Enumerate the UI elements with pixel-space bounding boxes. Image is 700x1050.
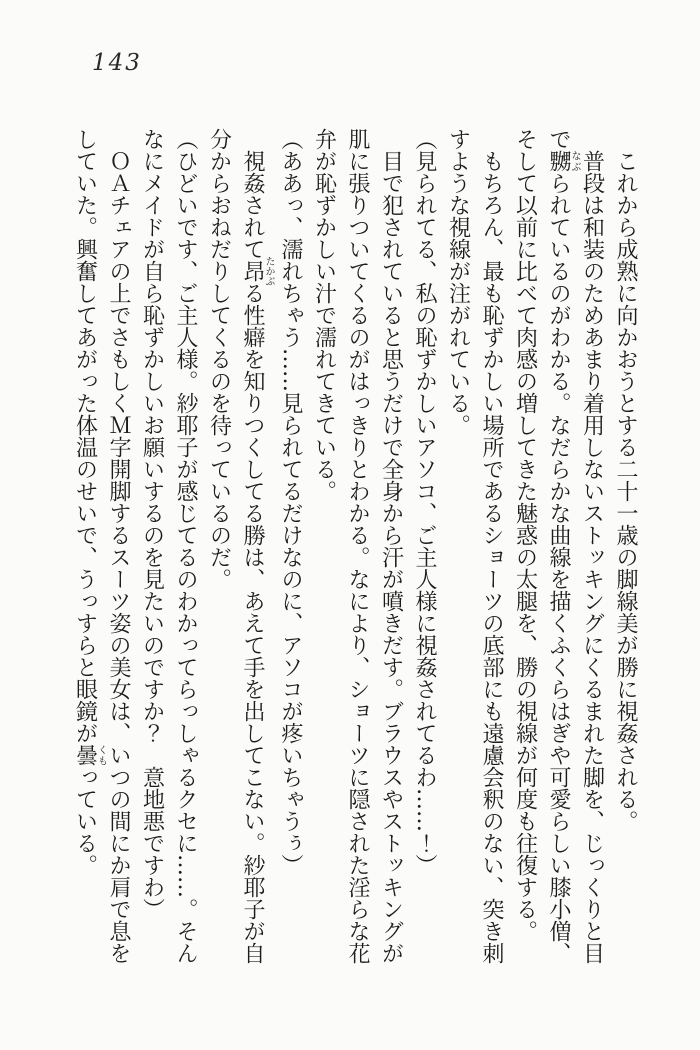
page-number: 143	[92, 50, 142, 76]
paragraph: もちろん、最も恥ずかしい場所であるショーツの底部にも遠慮会釈のない、突き刺すような視線が注がれている。	[445, 128, 504, 964]
furigana-ruby: 昂たかぶ	[240, 256, 274, 286]
furigana-ruby: 嬲なぶ	[546, 150, 580, 172]
text-block	[68, 128, 642, 970]
paragraph: 普段は和装のためあまり着用しないストッキングにくるまれた脚を、じっくりと目で嬲なぶられているのがわかる。なだらかな曲線を描くふくらはぎや可愛らしい膝小僧、そして以前に比べて肉感の増してきた魅惑の太腿を、勝の視線が何度も往復する。	[512, 128, 605, 964]
furigana-ruby: 曇くも	[72, 744, 107, 766]
paragraph: これから成熟に向かおうとする二十一歳の脚線美が勝に視姦される。	[613, 150, 638, 832]
paragraph: ＯＡチェアの上でさもしくＭ字開脚するスーツ姿の美女は、いつの間にか肩で息をしていた。興奮してあがった体温のせいで、うっすらと眼鏡が曇くもっている。	[72, 128, 131, 964]
paragraph: 視姦されて昂たかぶる性癖を知りつくしてる勝は、あえて手を出してこない。紗耶子が自分からおねだりしてくるのを待っているのだ。	[206, 128, 274, 964]
paragraph: （ああっ、濡れちゃう……見られてるだけなのに、アソコが疼いちゃうぅ）	[278, 128, 303, 876]
paragraph: 目で犯されていると思うだけで全身から汗が噴きだす。ブラウスやストッキングが肌に張りついてくるのがはっきりとわかる。なにより、ショーツに隠された淫らな花弁が恥ずかしい汁で濡れてきている。	[311, 128, 404, 964]
paragraph: （見られてる、私の恥ずかしいアソコ、ご主人様に視姦されてるわ……！）	[412, 128, 437, 876]
paragraph: （ひどいです、ご主人様。紗耶子が感じてるのわかってらっしゃるクセに……。そんなにメイドが自ら恥ずかしいお願いするのを見たいのですか？ 意地悪ですわ）	[139, 128, 198, 964]
